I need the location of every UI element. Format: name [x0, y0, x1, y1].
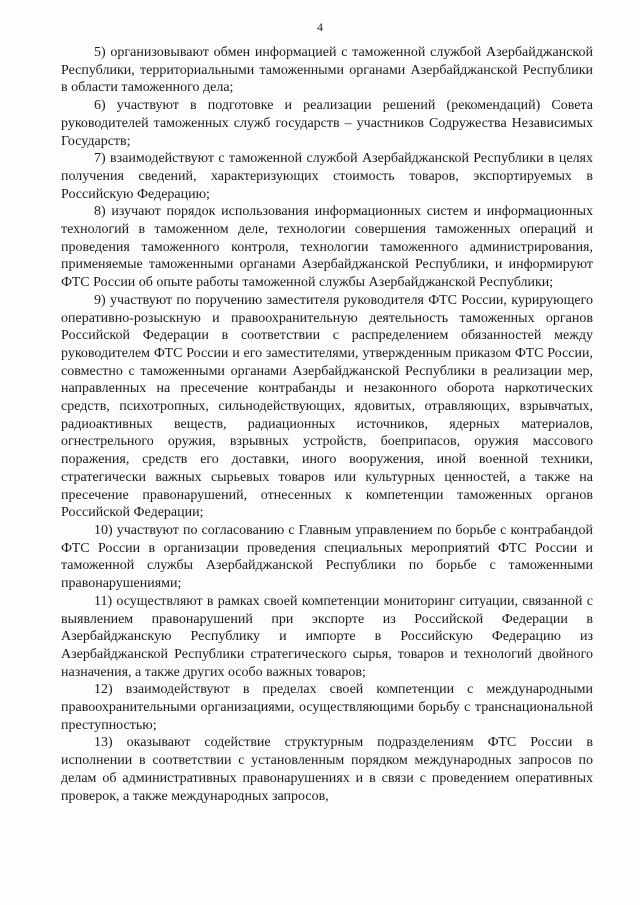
paragraph-item-9: 9) участвуют по поручению заместителя руководителя ФТС России, курирующего оперативно-розыскную и правоохранительную деятельность таможенных органов Российской Федерации в соответствии с распределением обязанностей между руководителем ФТС России и его заместителями, утвержденным приказом ФТС России, совместно с таможенными органами Азербайджанской Республики в реализации мер, направленных на пресечение контрабанды и незаконного оборота наркотических средств, психотропных, сильнодействующих, ядовитых, отравляющих, взрывчатых, радиоактивных веществ, радиационных источников, ядерных материалов, огнестрельного оружия, взрывных устройств, боеприпасов, оружия массового поражения, средств его доставки, иного вооружения, иной военной техники, стратегически важных сырьевых товаров или культурных ценностей, а также на пресечение правонарушений, отнесенных к компетенции таможенных органов Российской Федерации; [61, 292, 593, 521]
paragraph-item-11: 11) осуществляют в рамках своей компетенции мониторинг ситуации, связанной с выявлением правонарушений при экспорте из Российской Федерации в Азербайджанскую Республику и импорте в Российскую Федерацию из Азербайджанской Республики стратегического сырья, товаров и технологий двойного назначения, а также других особо важных товаров; [61, 593, 593, 680]
page-number: 4 [317, 20, 323, 34]
paragraph-item-13: 13) оказывают содействие структурным подразделениям ФТС России в исполнении в соответствии с установленным порядком международных запросов по делам об административных правонарушениях и в связи с проведением оперативных проверок, а также международных запросов, [61, 735, 593, 804]
paragraph-item-12: 12) взаимодействуют в пределах своей компетенции с международными правоохранительными организациями, осуществляющими борьбу с транснациональной преступностью; [61, 682, 593, 733]
paragraph-item-10: 10) участвуют по согласованию с Главным управлением по борьбе с контрабандой ФТС России в организации проведения специальных мероприятий ФТС России и таможенной службы Азербайджанской Республики по борьбе с таможенными правонарушениями; [61, 522, 593, 592]
paragraph-item-5: 5) организовывают обмен информацией с таможенной службой Азербайджанской Республики, территориальными таможенными органами Азербайджанской Республики в области таможенного дела; [61, 45, 593, 96]
paragraph-item-8: 8) изучают порядок использования информационных систем и информационных технологий в таможенном деле, технологии совершения таможенных операций и проведения таможенного контроля, технологии таможенного администрирования, применяемые таможенными органами Азербайджанской Республики, и информируют ФТС России об опыте работы таможенной службы Азербайджанской Республики; [61, 204, 593, 291]
document-body [61, 44, 593, 805]
paragraph-item-7: 7) взаимодействуют с таможенной службой Азербайджанской Республики в целях получения сведений, характеризующих стоимость товаров, экспортируемых в Российскую Федерацию; [61, 151, 593, 202]
paragraph-item-6: 6) участвуют в подготовке и реализации решений (рекомендаций) Совета руководителей таможенных служб государств – участников Содружества Независимых Государств; [61, 98, 593, 149]
